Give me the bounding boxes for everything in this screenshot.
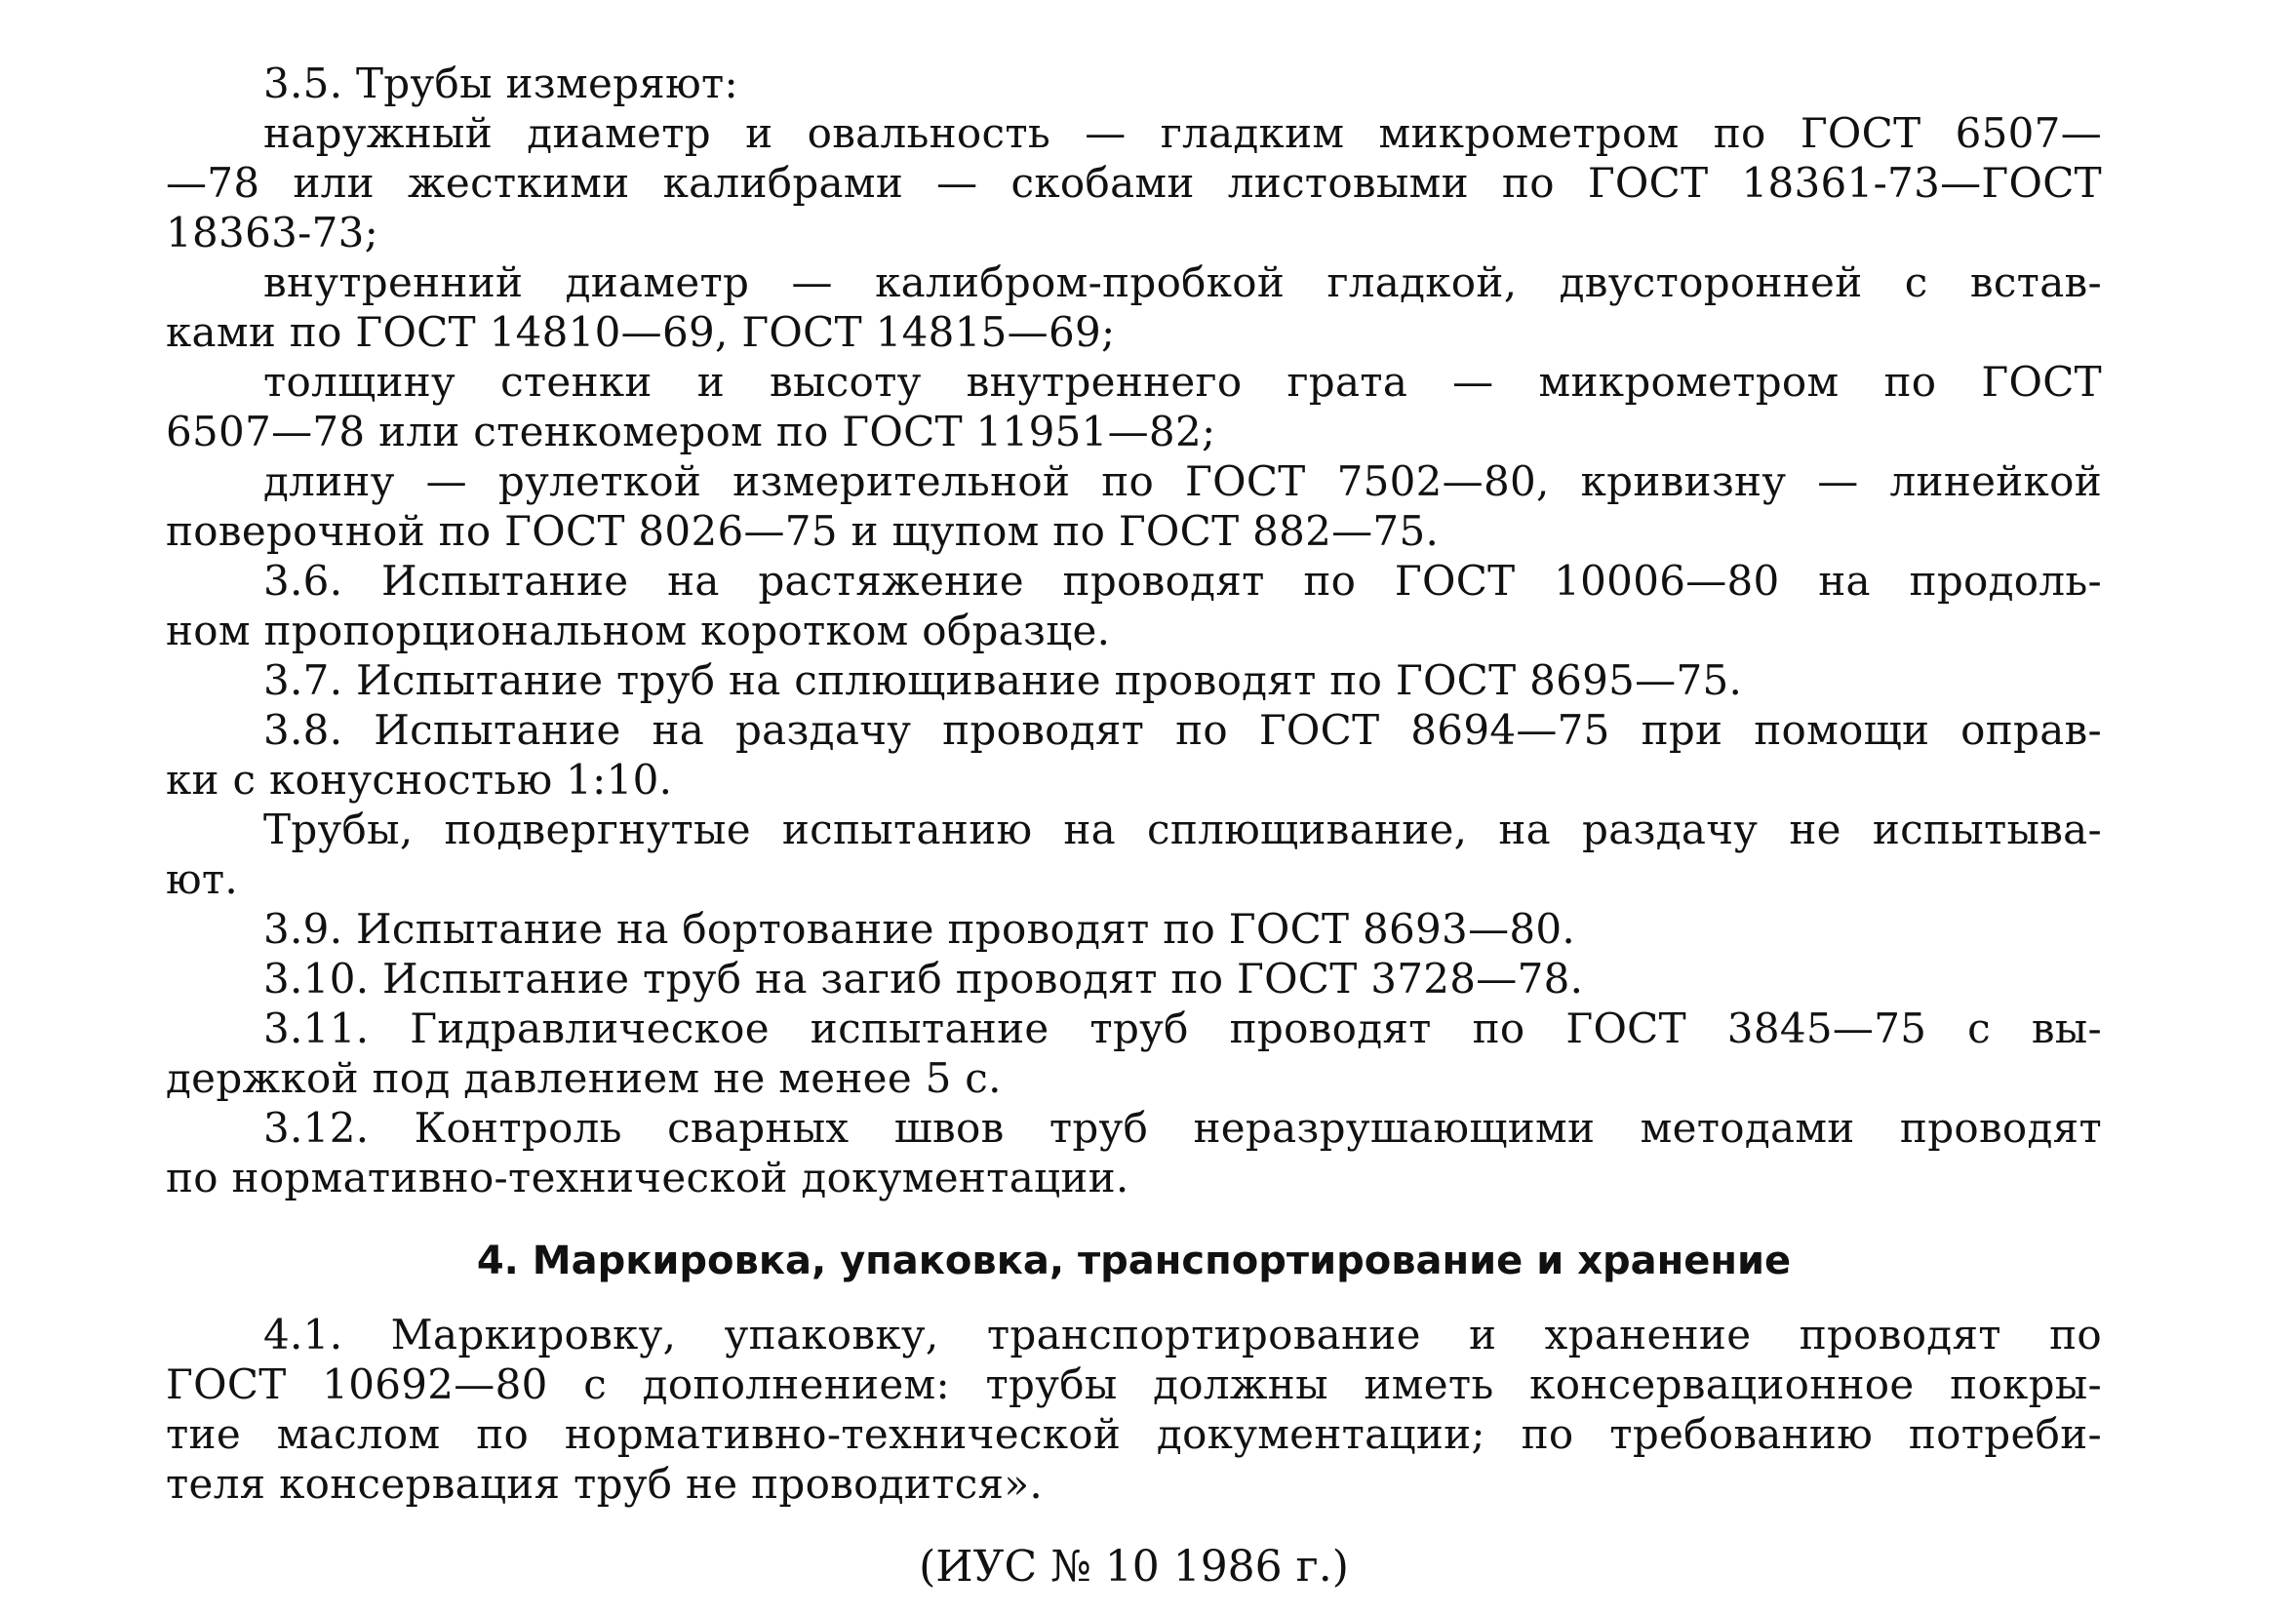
paragraph-3-5-line: 6507—78 или стенкомером по ГОСТ 11951—82; — [166, 408, 1216, 455]
document-page — [166, 59, 2102, 1592]
paragraph-3-5-line: наружный диаметр и овальность — гладким микрометром по ГОСТ 6507— — [263, 109, 2102, 157]
paragraph-3-8-note-line: ют. — [166, 855, 239, 903]
paragraph-4-1-line: тие маслом по нормативно-технической документации; по требованию потреби- — [166, 1410, 2102, 1458]
paragraph-3-8-line: 3.8. Испытание на раздачу проводят по ГОСТ 8694—75 при помощи оправ- — [263, 706, 2102, 754]
paragraph-3-9-line: 3.9. Испытание на бортование проводят по ГОСТ 8693—80. — [263, 905, 1576, 953]
paragraph-3-5-line: внутренний диаметр — калибром-пробкой гладкой, двусторонней с встав- — [263, 258, 2102, 306]
paragraph-4-1-line: теля консервация труб не проводится». — [166, 1460, 1043, 1508]
paragraph-3-11-line: 3.11. Гидравлическое испытание труб проводят по ГОСТ 3845—75 с вы- — [263, 1004, 2102, 1052]
paragraph-3-12-line: 3.12. Контроль сварных швов труб неразрушающими методами проводят — [263, 1104, 2102, 1152]
paragraph-3-5-line: 3.5. Трубы измеряют: — [263, 59, 738, 107]
section-3-text — [166, 59, 2102, 1202]
paragraph-3-6-line: 3.6. Испытание на растяжение проводят по ГОСТ 10006—80 на продоль- — [263, 557, 2102, 605]
paragraph-3-5-line: поверочной по ГОСТ 8026—75 и щупом по ГОСТ 882—75. — [166, 507, 1440, 555]
paragraph-3-8-line: ки с конусностью 1:10. — [166, 756, 673, 804]
paragraph-3-5-line: толщину стенки и высоту внутреннего грата — микрометром по ГОСТ — [263, 358, 2102, 406]
paragraph-3-10-line: 3.10. Испытание труб на загиб проводят по ГОСТ 3728—78. — [263, 955, 1584, 1003]
paragraph-3-5-line: 18363-73; — [166, 209, 379, 256]
paragraph-3-8-note-line: Трубы, подвергнутые испытанию на сплющивание, на раздачу не испытыва- — [263, 806, 2102, 853]
paragraph-3-11-line: держкой под давлением не менее 5 с. — [166, 1054, 1002, 1102]
paragraph-3-12-line: по нормативно-технической документации. — [166, 1154, 1129, 1201]
paragraph-3-5-line: ками по ГОСТ 14810—69, ГОСТ 14815—69; — [166, 308, 1116, 356]
paragraph-4-1-line: 4.1. Маркировку, упаковку, транспортирование и хранение проводят по — [263, 1311, 2102, 1358]
paragraph-4-1-line: ГОСТ 10692—80 с дополнением: трубы должны иметь консервационное покры- — [166, 1360, 2102, 1408]
paragraph-3-5-line: длину — рулеткой измерительной по ГОСТ 7502—80, кривизну — линейкой — [263, 457, 2102, 505]
paragraph-3-7-line: 3.7. Испытание труб на сплющивание проводят по ГОСТ 8695—75. — [263, 656, 1743, 704]
paragraph-3-6-line: ном пропорциональном коротком образце. — [166, 607, 1111, 654]
paragraph-3-5-line: —78 или жесткими калибрами — скобами листовыми по ГОСТ 18361-73—ГОСТ — [166, 159, 2102, 207]
amendment-note: (ИУС № 10 1986 г.) — [919, 1542, 1349, 1592]
section-4-heading: 4. Маркировка, упаковка, транспортирование и хранение — [476, 1239, 1792, 1283]
section-4-text — [166, 1310, 2102, 1509]
